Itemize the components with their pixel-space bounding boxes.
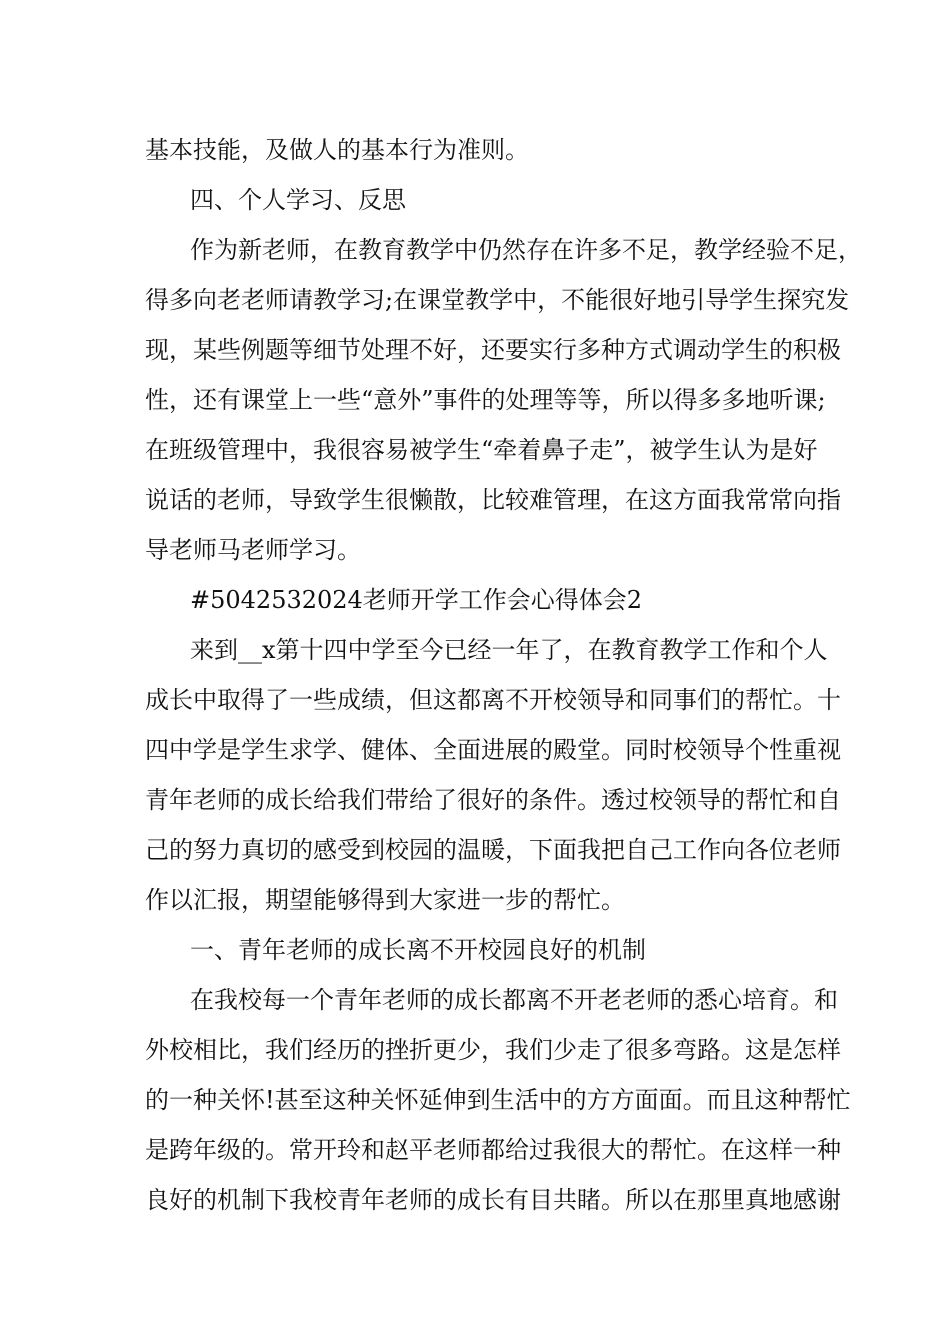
- text-line: 导老师马老师学习。: [145, 536, 361, 564]
- document-title: #5042532024老师开学工作会心得体会2: [190, 586, 643, 614]
- text-line: 良好的机制下我校青年老师的成长有目共睹。所以在那里真地感谢: [145, 1186, 841, 1214]
- text-line: 己的努力真切的感受到校园的温暖，下面我把自己工作向各位老师: [145, 836, 841, 864]
- text-line: 成长中取得了一些成绩，但这都离不开校领导和同事们的帮忙。十: [145, 686, 841, 714]
- text-line: 在我校每一个青年老师的成长都离不开老老师的悉心培育。和: [190, 986, 838, 1014]
- text-line: 性，还有课堂上一些“意外”事件的处理等等，所以得多多地听课;: [145, 386, 826, 414]
- text-line: 说话的老师，导致学生很懒散，比较难管理，在这方面我常常向指: [145, 486, 841, 514]
- text-line: 青年老师的成长给我们带给了很好的条件。透过校领导的帮忙和自: [145, 786, 841, 814]
- text-line: 基本技能，及做人的基本行为准则。: [145, 136, 529, 164]
- text-line: 现，某些例题等细节处理不好，还要实行多种方式调动学生的积极: [145, 336, 841, 364]
- text-line: 的一种关怀!甚至这种关怀延伸到生活中的方方面面。而且这种帮忙: [145, 1086, 851, 1114]
- text-line: 作以汇报，期望能够得到大家进一步的帮忙。: [145, 886, 625, 914]
- text-line: 外校相比，我们经历的挫折更少，我们少走了很多弯路。这是怎样: [145, 1036, 841, 1064]
- text-line: 得多向老老师请教学习;在课堂教学中，不能很好地引导学生探究发: [145, 286, 850, 314]
- text-line: 四中学是学生求学、健体、全面进展的殿堂。同时校领导个性重视: [145, 736, 841, 764]
- section-heading: 一、青年老师的成长离不开校园良好的机制: [190, 936, 646, 964]
- text-line: 在班级管理中，我很容易被学生“牵着鼻子走”，被学生认为是好: [145, 436, 818, 464]
- text-line: 来到__x第十四中学至今已经一年了，在教育教学工作和个人: [190, 636, 828, 664]
- text-line: 是跨年级的。常开玲和赵平老师都给过我很大的帮忙。在这样一种: [145, 1136, 841, 1164]
- section-heading: 四、个人学习、反思: [190, 186, 406, 214]
- text-line: 作为新老师，在教育教学中仍然存在许多不足，教学经验不足，: [190, 236, 862, 264]
